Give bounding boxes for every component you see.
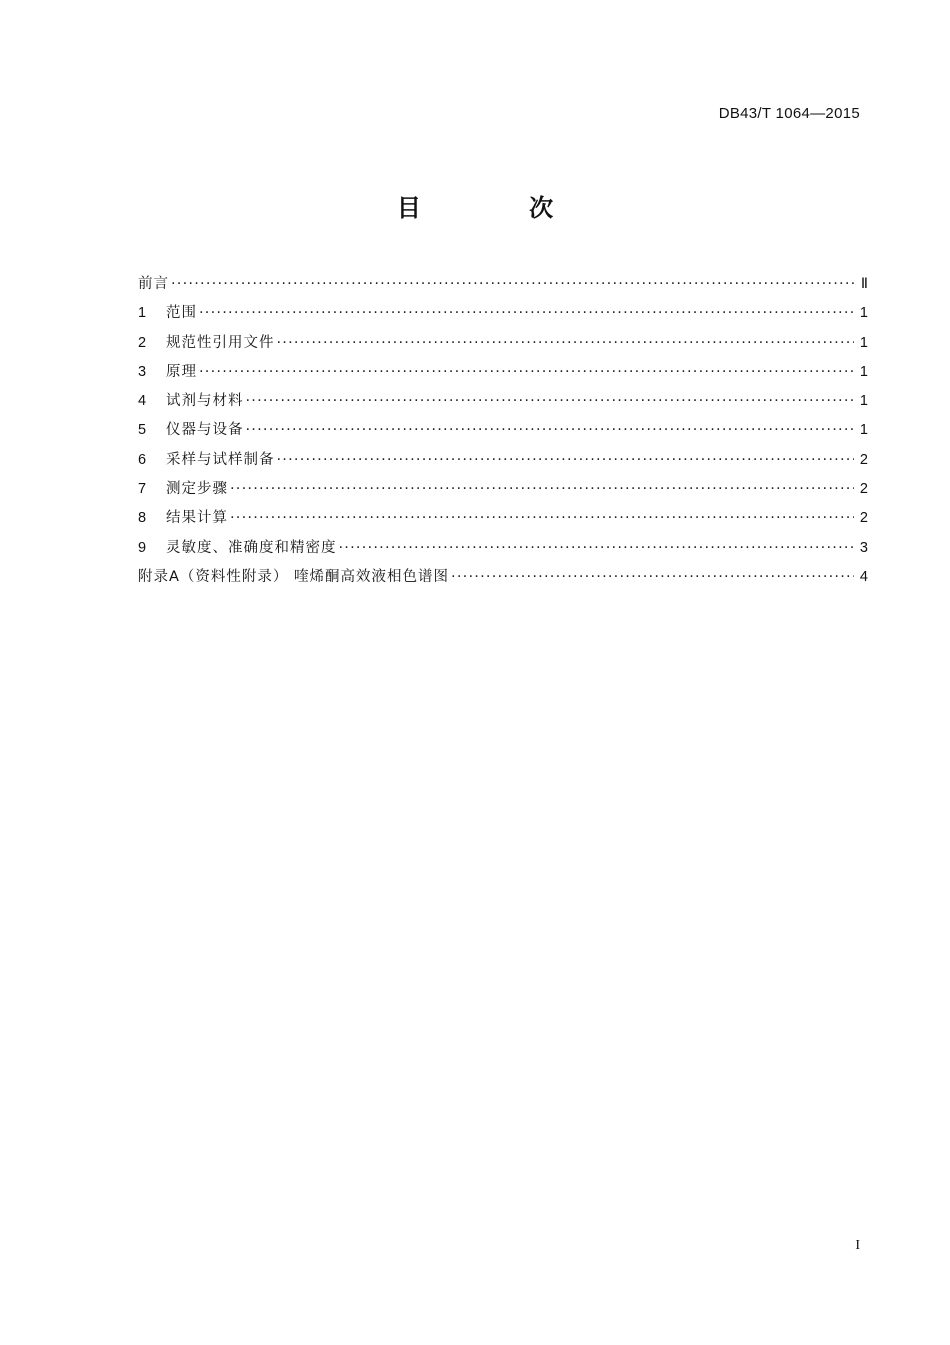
toc-entry-procedure[interactable] bbox=[138, 477, 868, 506]
toc-leader-dots bbox=[339, 540, 855, 556]
toc-entry-page: 3 bbox=[859, 539, 868, 556]
toc-leader-dots bbox=[277, 335, 855, 351]
toc-entry-page: 1 bbox=[859, 393, 868, 410]
toc-entry-number: 6 bbox=[138, 451, 147, 468]
toc-title: 目 次 bbox=[396, 194, 604, 222]
toc-entry-number: 8 bbox=[138, 510, 147, 527]
toc-entry-page: 2 bbox=[859, 481, 868, 498]
toc-entry-label: 灵敏度、准确度和精密度 bbox=[166, 539, 337, 556]
toc-entry-appendix-a[interactable] bbox=[138, 565, 868, 594]
toc-entry-number: 3 bbox=[138, 363, 147, 380]
toc-entry-label: 采样与试样制备 bbox=[166, 451, 275, 468]
toc-leader-dots bbox=[171, 276, 854, 292]
toc-entry-reagents[interactable] bbox=[138, 389, 868, 418]
toc-leader-dots bbox=[230, 510, 854, 526]
toc-leader-dots bbox=[246, 422, 855, 438]
toc-entry-page: 2 bbox=[859, 451, 868, 468]
toc-entry-label: 原理 bbox=[166, 363, 197, 380]
toc-entry-number: 2 bbox=[138, 334, 147, 351]
toc-entry-sensitivity[interactable] bbox=[138, 536, 868, 565]
toc-entry-label: 结果计算 bbox=[166, 510, 228, 527]
toc-entry-calculation[interactable] bbox=[138, 506, 868, 535]
toc-leader-dots bbox=[230, 481, 854, 497]
toc-entry-label: 规范性引用文件 bbox=[166, 334, 275, 351]
toc-entry-label: 测定步骤 bbox=[166, 481, 228, 498]
toc-entry-apparatus[interactable] bbox=[138, 418, 868, 447]
toc-leader-dots bbox=[246, 393, 855, 409]
toc-entry-scope[interactable] bbox=[138, 301, 868, 330]
toc-leader-dots bbox=[199, 305, 854, 321]
table-of-contents bbox=[138, 272, 868, 594]
toc-entry-page: 4 bbox=[859, 568, 868, 585]
toc-entry-number: 5 bbox=[138, 422, 147, 439]
toc-leader-dots bbox=[277, 452, 855, 468]
document-code: DB43/T 1064—2015 bbox=[718, 105, 860, 122]
toc-entry-foreword[interactable] bbox=[138, 272, 868, 301]
toc-entry-principle[interactable] bbox=[138, 360, 868, 389]
toc-entry-number: 9 bbox=[138, 539, 147, 556]
toc-entry-label: 前言 bbox=[138, 276, 169, 292]
toc-entry-page: 1 bbox=[859, 363, 868, 380]
toc-entry-sampling[interactable] bbox=[138, 448, 868, 477]
toc-entry-page: 1 bbox=[859, 334, 868, 351]
toc-entry-page: Ⅱ bbox=[860, 276, 868, 292]
toc-entry-normative-references[interactable] bbox=[138, 331, 868, 360]
toc-entry-number: 7 bbox=[138, 481, 147, 498]
page-number: I bbox=[855, 1238, 860, 1253]
toc-entry-number: 4 bbox=[138, 393, 147, 410]
toc-leader-dots bbox=[199, 364, 854, 380]
toc-entry-page: 2 bbox=[859, 510, 868, 527]
toc-entry-page: 1 bbox=[859, 305, 868, 322]
toc-entry-number: 1 bbox=[138, 305, 147, 322]
toc-entry-label: 附录A（资料性附录） 喹烯酮高效液相色谱图 bbox=[138, 568, 450, 585]
toc-entry-label: 仪器与设备 bbox=[166, 422, 244, 439]
toc-entry-label: 试剂与材料 bbox=[166, 393, 244, 410]
toc-leader-dots bbox=[451, 569, 854, 585]
toc-entry-page: 1 bbox=[859, 422, 868, 439]
toc-entry-label: 范围 bbox=[166, 305, 197, 322]
